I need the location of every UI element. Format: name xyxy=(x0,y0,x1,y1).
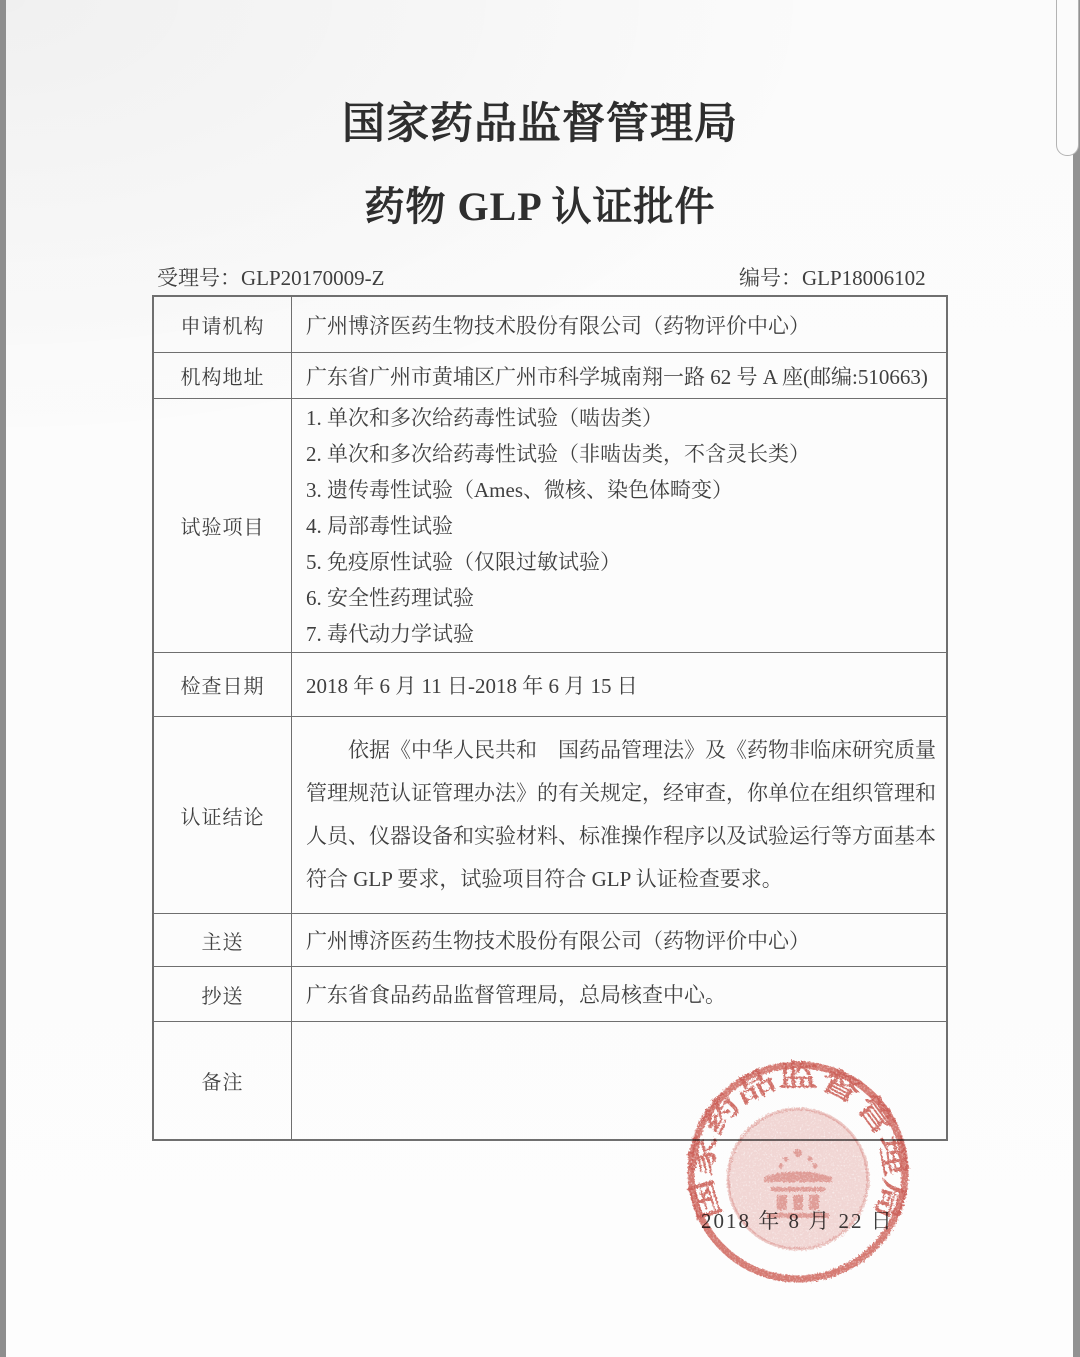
page-subtitle: 药物 GLP 认证批件 xyxy=(364,184,716,229)
table-row-inspection-date xyxy=(154,653,946,717)
test-items-label: 试验项目 xyxy=(154,399,292,652)
page-title: 国家药品监督管理局 xyxy=(342,101,738,148)
table-row-address xyxy=(154,353,946,399)
conclusion-line: 符合 GLP 要求，试验项目符合 GLP 认证检查要求。 xyxy=(306,867,783,891)
table-row-main-recipient xyxy=(154,914,946,967)
acceptance-number xyxy=(157,262,385,292)
test-item: 3. 遗传毒性试验（Ames、微核、染色体畸变） xyxy=(306,477,733,502)
scrollbar-track xyxy=(1073,0,1080,1357)
applicant-label: 申请机构 xyxy=(154,297,292,352)
seal-icon xyxy=(682,1056,914,1288)
serial-number xyxy=(739,262,926,292)
certificate-table xyxy=(152,295,948,1141)
conclusion-line: 依据《中华人民共和 国药品管理法》及《药物非临床研究质量 xyxy=(306,738,936,762)
table-row-applicant xyxy=(154,297,946,353)
approval-date: 2018 年 8 月 22 日 xyxy=(701,1209,894,1233)
conclusion-line: 管理规范认证管理办法》的有关规定，经审查，你单位在组织管理和 xyxy=(306,781,936,805)
acceptance-number-value: GLP20170009-Z xyxy=(241,266,385,290)
main-recipient-label: 主送 xyxy=(154,914,292,966)
serial-number-value: GLP18006102 xyxy=(802,266,926,290)
table-row-test-items xyxy=(154,399,946,653)
test-item: 2. 单次和多次给药毒性试验（非啮齿类，不含灵长类） xyxy=(306,441,810,466)
cc-label: 抄送 xyxy=(154,967,292,1021)
table-row-cc xyxy=(154,967,946,1022)
conclusion-label: 认证结论 xyxy=(154,717,292,913)
acceptance-number-label: 受理号： xyxy=(157,266,241,290)
test-items-list xyxy=(292,399,946,652)
test-item: 5. 免疫原性试验（仅限过敏试验） xyxy=(306,549,621,574)
test-item: 7. 毒代动力学试验 xyxy=(306,621,474,646)
address-label: 机构地址 xyxy=(154,353,292,398)
serial-number-label: 编号： xyxy=(739,266,802,290)
cc-value: 广东省食品药品监督管理局，总局核查中心。 xyxy=(306,983,726,1007)
seal-text: 国家药品监督管理局 xyxy=(684,1060,912,1224)
conclusion-text xyxy=(292,717,946,913)
address-value: 广东省广州市黄埔区广州市科学城南翔一路 62 号 A 座(邮编:510663) xyxy=(306,364,928,389)
main-recipient-value: 广州博济医药生物技术股份有限公司（药物评价中心） xyxy=(306,929,810,953)
inspection-date-label: 检查日期 xyxy=(154,653,292,716)
national-emblem-icon xyxy=(728,1109,868,1249)
applicant-value: 广州博济医药生物技术股份有限公司（药物评价中心） xyxy=(306,313,810,338)
test-item: 6. 安全性药理试验 xyxy=(306,585,474,610)
test-item: 1. 单次和多次给药毒性试验（啮齿类） xyxy=(306,405,663,430)
inspection-date-value: 2018 年 6 月 11 日-2018 年 6 月 15 日 xyxy=(306,673,638,698)
official-seal-stamp xyxy=(682,1056,914,1288)
viewer-left-edge xyxy=(0,0,6,1357)
remarks-label: 备注 xyxy=(154,1022,292,1139)
scrollbar-thumb[interactable] xyxy=(1056,0,1079,156)
table-row-conclusion xyxy=(154,717,946,914)
conclusion-line: 人员、仪器设备和实验材料、标准操作程序以及试验运行等方面基本 xyxy=(306,824,936,848)
test-item: 4. 局部毒性试验 xyxy=(306,513,453,538)
